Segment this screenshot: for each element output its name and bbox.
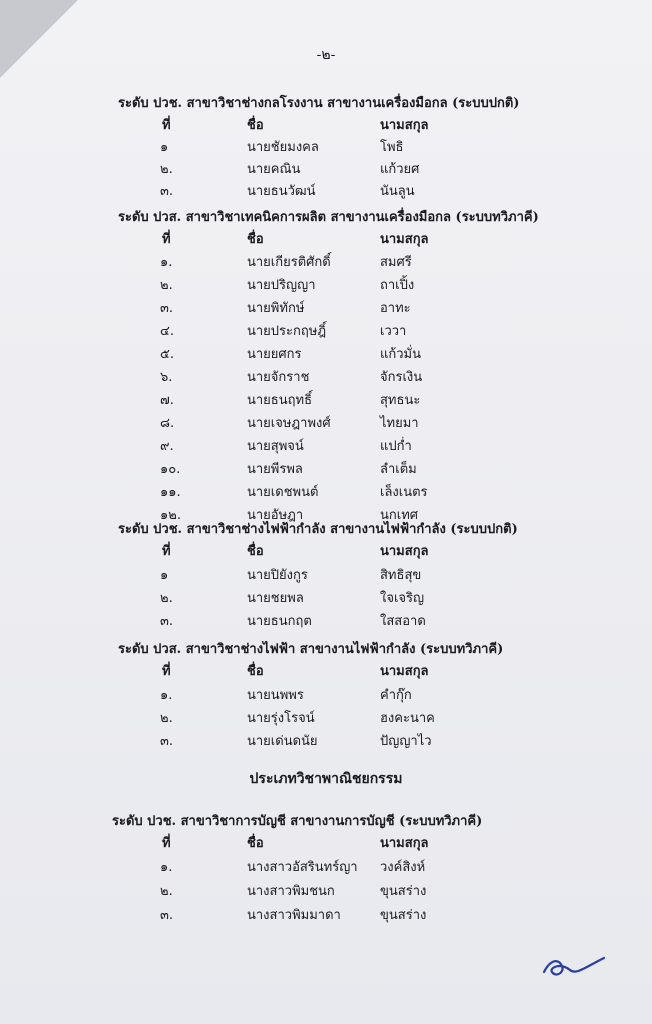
header-last-name: นามสกุล [380,118,429,133]
row-first-name: นางสาวพิมมาดา [247,908,341,923]
row-first-name: นายเด่นดนัย [247,734,318,749]
row-first-name: นายคณิน [247,162,301,177]
row-no: ๑ [160,568,169,583]
row-first-name: นายชยพล [247,591,304,606]
row-first-name: นายเจษฎาพงศ์ [247,416,331,431]
row-first-name: นายพีรพล [247,462,303,477]
row-first-name: นางสาวพิมชนก [247,884,335,899]
row-no: ๓. [160,734,174,749]
row-last-name: จักรเงิน [380,370,423,385]
table-row [0,435,652,457]
row-last-name: ขุนสร่าง [380,884,427,899]
row-last-name: แก้วยศ [380,162,420,177]
row-last-name: อาทะ [380,301,411,316]
row-last-name: สิทธิสุข [380,568,422,583]
row-first-name: นายจักราช [247,370,310,385]
row-first-name: นายปริญญา [247,278,316,293]
row-no: ๙. [160,439,174,454]
column-header [0,660,652,682]
header-first-name: ชื่อ [247,232,264,247]
row-first-name: นายพิทักษ์ [247,301,305,316]
row-no: ๑. [160,860,173,875]
row-no: ๕. [160,347,174,362]
row-first-name: นายเดชพนต์ [247,485,319,500]
section-heading: ระดับ ปวส. สาขาวิชาเทคนิคการผลิต สาขางานเครื่องมือกล (ระบบทวิภาคี) [118,210,539,225]
table-row [0,458,652,480]
row-no: ๖. [160,370,173,385]
row-no: ๒. [160,711,173,726]
row-no: ๔. [160,324,174,339]
row-last-name: ใจเจริญ [380,591,425,606]
header-no: ที่ [162,836,171,851]
row-first-name: นายรุ่งโรจน์ [247,711,315,726]
column-header [0,832,652,854]
row-no: ๑. [160,688,173,703]
table-row [0,880,652,902]
header-first-name: ชื่อ [247,118,264,133]
section-heading: ระดับ ปวช. สาขาวิชาการบัญชี สาขางานการบัญชี (ระบบทวิภาคี) [112,814,483,829]
row-no: ๒. [160,162,173,177]
table-row [0,564,652,586]
folded-corner [0,0,78,78]
row-last-name: โพธิ [380,140,404,155]
row-last-name: สุทธนะ [380,393,421,408]
header-last-name: นามสกุล [380,232,429,247]
header-no: ที่ [162,232,171,247]
row-last-name: ปัญญาไว [380,734,432,749]
signature-mark [540,950,608,986]
header-no: ที่ [162,118,171,133]
row-first-name: นายปิยังกูร [247,568,308,583]
row-first-name: นายธนกฤต [247,614,312,629]
table-row [0,320,652,342]
row-first-name: นายยศกร [247,347,302,362]
row-first-name: นายชัยมงคล [247,140,319,155]
column-header [0,540,652,562]
row-last-name: สมศรี [380,255,412,270]
row-no: ๒. [160,591,173,606]
table-row [0,684,652,706]
row-last-name: นกเทศ [380,508,419,523]
row-no: ๘. [160,416,175,431]
row-last-name: แก้วมั่น [380,347,422,362]
row-no: ๓. [160,301,174,316]
row-no: ๑. [160,255,173,270]
row-last-name: ถาเปิ้ง [380,278,415,293]
header-no: ที่ [162,544,171,559]
header-last-name: นามสกุล [380,664,429,679]
table-row [0,481,652,503]
header-first-name: ชื่อ [247,664,264,679]
column-header [0,228,652,250]
row-no: ๑๐. [160,462,181,477]
row-no: ๑ [160,140,169,155]
row-first-name: นางสาวอัสรินทร์ญา [247,860,358,875]
row-last-name: ฮงคะนาค [380,711,435,726]
section-heading: ระดับ ปวส. สาขาวิชาช่างไฟฟ้า สาขางานไฟฟ้ากำลัง (ระบบทวิภาคี) [118,642,504,657]
row-first-name: นายอัษฎา [247,508,304,523]
category-title: ประเภทวิชาพาณิชยกรรม [249,771,403,787]
table-row [0,730,652,752]
row-last-name: แปกํ่า [380,439,412,454]
table-row [0,610,652,632]
row-last-name: วงค์สิงห์ [380,860,426,875]
row-last-name: คำกุ๊ก [380,688,412,703]
row-no: ๓. [160,908,174,923]
row-first-name: นายเกียรติศักดิ์ [247,255,331,270]
row-first-name: นายประกฤษฎิ์ [247,324,327,339]
row-last-name: ลำเต็ม [380,462,417,477]
table-row [0,158,652,180]
header-first-name: ชื่อ [247,836,264,851]
table-row [0,297,652,319]
table-row [0,904,652,926]
header-no: ที่ [162,664,171,679]
table-row [0,274,652,296]
table-row [0,412,652,434]
table-row [0,389,652,411]
row-last-name: ไทยมา [380,416,419,431]
row-first-name: นายนพพร [247,688,304,703]
page-number: -๒- [316,47,336,63]
row-first-name: นายธนฤทธิ์ [247,393,312,408]
table-row [0,856,652,878]
row-last-name: นันลูน [380,184,415,199]
row-no: ๓. [160,614,174,629]
header-first-name: ชื่อ [247,544,264,559]
table-row [0,136,652,158]
table-row [0,251,652,273]
row-no: ๒. [160,884,173,899]
row-no: ๒. [160,278,173,293]
row-first-name: นายธนวัฒน์ [247,184,316,199]
row-last-name: ใสสอาด [380,614,426,629]
row-no: ๗. [160,393,174,408]
row-no: ๓. [160,184,174,199]
column-header [0,114,652,136]
header-last-name: นามสกุล [380,836,429,851]
section-heading: ระดับ ปวช. สาขาวิชาช่างไฟฟ้ากำลัง สาขางานไฟฟ้ากำลัง (ระบบปกติ) [118,522,518,537]
section-heading: ระดับ ปวช. สาขาวิชาช่างกลโรงงาน สาขางานเครื่องมือกล (ระบบปกติ) [118,96,520,111]
table-row [0,587,652,609]
header-last-name: นามสกุล [380,544,429,559]
table-row [0,707,652,729]
row-last-name: ขุนสร่าง [380,908,427,923]
row-no: ๑๒. [160,508,181,523]
table-row [0,180,652,202]
row-last-name: เววา [380,324,407,339]
table-row [0,366,652,388]
row-no: ๑๑. [160,485,181,500]
row-first-name: นายสุพจน์ [247,439,304,454]
row-last-name: เล็งเนตร [380,485,428,500]
table-row [0,343,652,365]
